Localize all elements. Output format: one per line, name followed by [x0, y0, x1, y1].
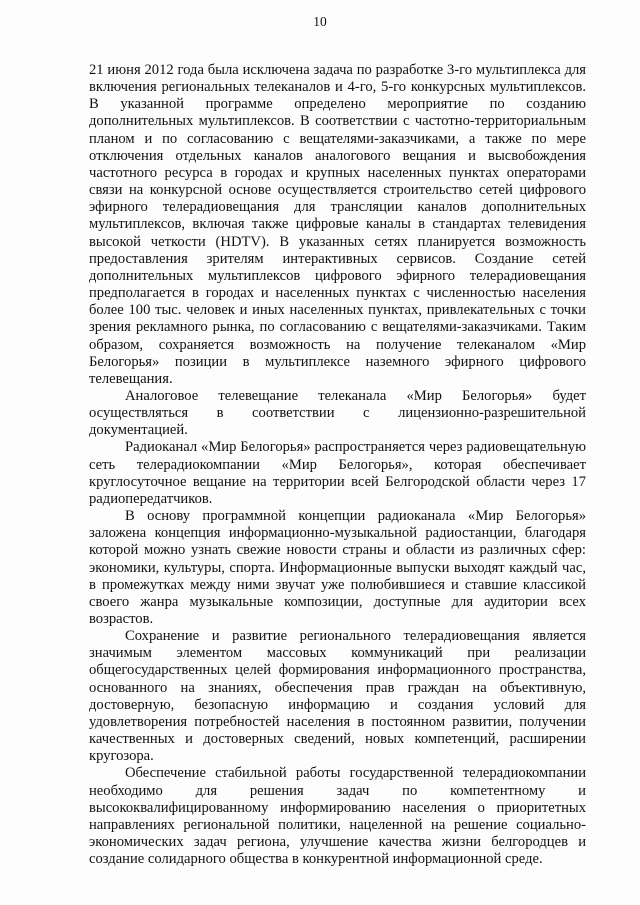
paragraph-multiplex: 21 июня 2012 года была исключена задача по разработке 3-го мультиплекса для включения региональных телеканалов и 4-го, 5-го конкурсных мультиплексов. В указанной программе определено мероприятие по созданию дополнительных мультиплексов. В соответствии с частотно-территориальным планом и по согласованию с вещателями-заказчиками, а также по мере отключения отдельных каналов аналогового вещания и высвобождения частотного ресурса в городах и крупных населенных пунктах операторами связи на конкурсной основе осуществляется строительство сетей цифрового эфирного телерадиовещания для трансляции каналов дополнительных мультиплексов, включая также цифровые каналы в стандартах телевидения высокой четкости (HDTV). В указанных сетях планируется возможность предоставления зрителям интерактивных сервисов. Создание сетей дополнительных мультиплексов цифрового эфирного телерадиовещания предполагается в городах и населенных пунктах с численностью населения более 100 тыс. человек и иных населенных пунктах, привлекательных с точки зрения рекламного рынка, по согласованию с вещателями-заказчиками. Таким образом, сохраняется возможность на получение телеканалом «Мир Белогорья» позиции в мультиплексе наземного эфирного цифрового телевещания. [89, 62, 586, 387]
paragraph-regional-broadcasting: Сохранение и развитие регионального телерадиовещания является значимым элементом массовых коммуникаций при реализации общегосударственных целей формирования информационного пространства, основанного на знаниях, обеспечения прав граждан на объективную, достоверную, безопасную информацию и создания условий для удовлетворения потребностей населения в постоянном развитии, получении качественных и достоверных сведений, новых компетенций, расширении кругозора. [89, 628, 586, 765]
paragraph-analog-broadcast: Аналоговое телевещание телеканала «Мир Белогорья» будет осуществляться в соответствии с лицензионно-разрешительной документацией. [89, 387, 586, 439]
paragraph-radio-concept: В основу программной концепции радиоканала «Мир Белогорья» заложена концепция информационно-музыкальной радиостанции, благодаря которой можно узнать свежие новости страны и области из различных сфер: экономики, культуры, спорта. Информационные выпуски выходят каждый час, в промежутках между ними звучат уже полюбившиеся и ставшие классикой своего жанра музыкальные композиции, доступные для аудитории всех возрастов. [89, 508, 586, 627]
page-number: 10 [313, 14, 327, 29]
paragraph-radio-network: Радиоканал «Мир Белогорья» распространяется через радиовещательную сеть телерадиокомпании «Мир Белогорья», которая обеспечивает круглосуточное вещание на территории всей Белгородской области через 17 радиопередатчиков. [89, 439, 586, 507]
paragraph-stable-operation: Обеспечение стабильной работы государственной телерадиокомпании необходимо для решения задач по компетентному и высококвалифицированному информированию населения о приоритетных направлениях региональной политики, нацеленной на решение социально-экономических задач региона, улучшение качества жизни белгородцев и создание солидарного общества в конкурентной информационной среде. [89, 765, 586, 868]
document-body [89, 62, 586, 868]
